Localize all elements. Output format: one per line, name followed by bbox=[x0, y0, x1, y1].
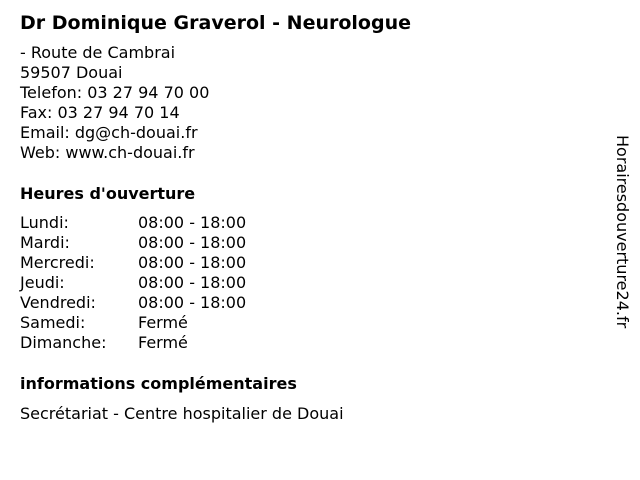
address-block bbox=[20, 43, 209, 163]
phone-number: Telefon: 03 27 94 70 00 bbox=[20, 83, 210, 102]
day-label: Lundi: bbox=[20, 213, 69, 232]
site-brand: Horairesdouverture24.fr bbox=[613, 135, 632, 329]
day-label: Mercredi: bbox=[20, 253, 95, 272]
hours-row bbox=[20, 333, 320, 353]
hours-row bbox=[20, 233, 320, 253]
hours-row bbox=[20, 293, 320, 313]
hours-row bbox=[20, 313, 320, 333]
hours-heading: Heures d'ouverture bbox=[20, 184, 196, 203]
day-label: Samedi: bbox=[20, 313, 86, 332]
website-address: Web: www.ch-douai.fr bbox=[20, 143, 195, 162]
info-text: Secrétariat - Centre hospitalier de Douai bbox=[20, 404, 344, 423]
hours-row bbox=[20, 273, 320, 293]
day-label: Mardi: bbox=[20, 233, 70, 252]
hours-value: 08:00 - 18:00 bbox=[138, 293, 247, 312]
city-postal-code: 59507 Douai bbox=[20, 63, 123, 82]
hours-value: Fermé bbox=[138, 333, 188, 352]
hours-row bbox=[20, 253, 320, 273]
page-title: Dr Dominique Graverol - Neurologue bbox=[20, 12, 411, 34]
day-label: Jeudi: bbox=[20, 273, 65, 292]
day-label: Vendredi: bbox=[20, 293, 96, 312]
day-label: Dimanche: bbox=[20, 333, 107, 352]
hours-value: 08:00 - 18:00 bbox=[138, 233, 247, 252]
opening-hours-table bbox=[20, 213, 320, 353]
hours-row bbox=[20, 213, 320, 233]
info-heading: informations complémentaires bbox=[20, 374, 297, 393]
email-address: Email: dg@ch-douai.fr bbox=[20, 123, 198, 142]
hours-value: 08:00 - 18:00 bbox=[138, 253, 247, 272]
hours-value: Fermé bbox=[138, 313, 188, 332]
hours-value: 08:00 - 18:00 bbox=[138, 273, 247, 292]
hours-value: 08:00 - 18:00 bbox=[138, 213, 247, 232]
street-address: - Route de Cambrai bbox=[20, 43, 176, 62]
fax-number: Fax: 03 27 94 70 14 bbox=[20, 103, 180, 122]
